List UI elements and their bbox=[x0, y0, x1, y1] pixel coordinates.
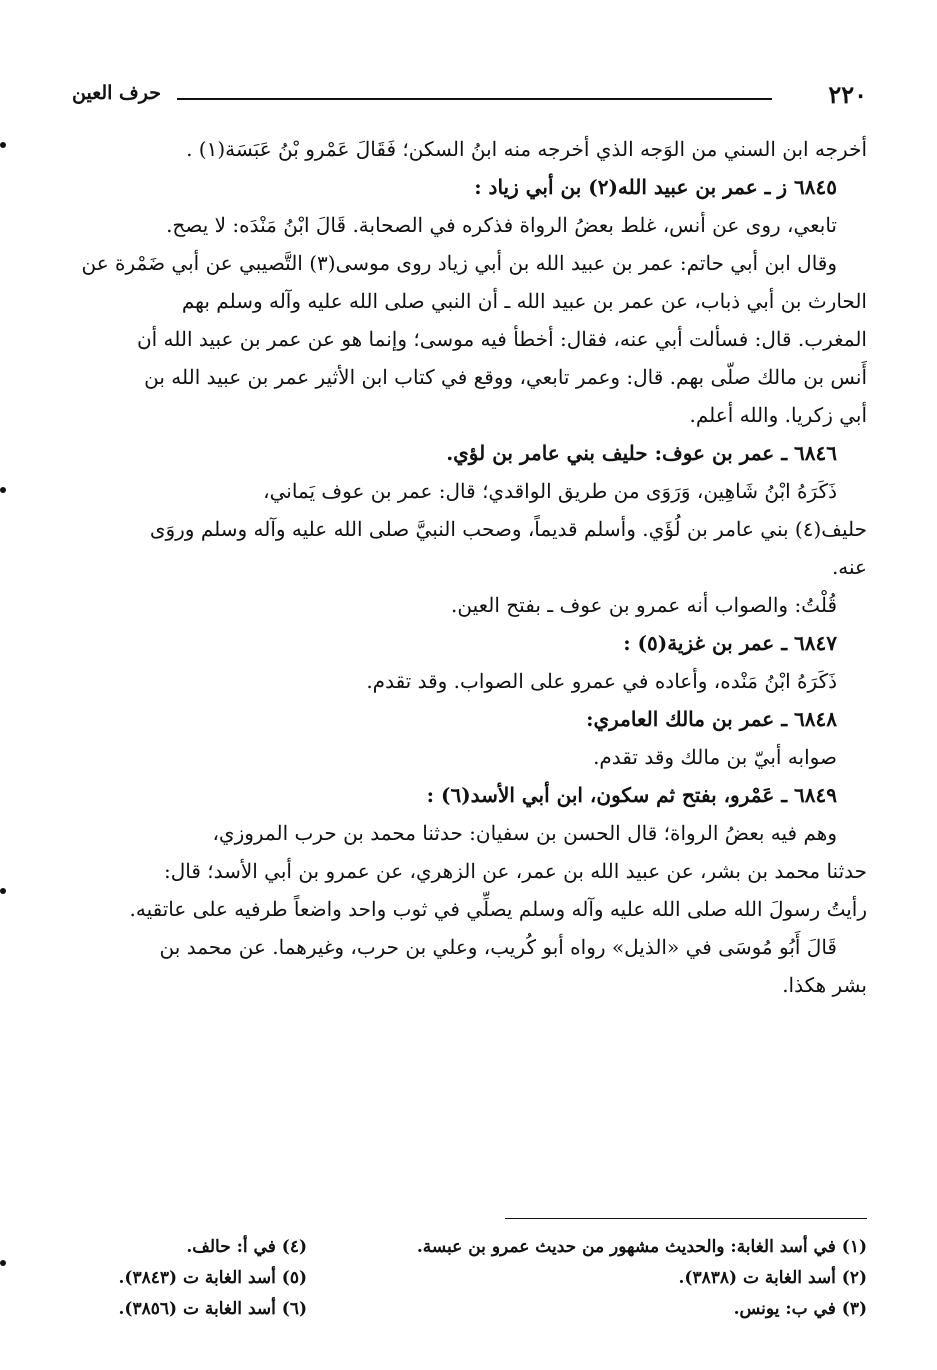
text-line: قُلْتُ: والصواب أنه عمرو بن عوف ـ بفتح العين. bbox=[450, 593, 837, 617]
footnote-separator bbox=[505, 1218, 867, 1219]
page-header bbox=[72, 80, 867, 116]
footnote: (١) في أسد الغابة: والحديث مشهور من حديث عمرو بن عبسة. bbox=[416, 1237, 867, 1257]
text-line: أبي زكريا. والله أعلم. bbox=[689, 403, 867, 427]
text-line: أخرجه ابن السني من الوَجه الذي أخرجه منه ابنُ السكن؛ فَقَالَ عَمْرو بْنُ عَبَسَة(١) . bbox=[186, 137, 867, 161]
text-line: عنه. bbox=[831, 555, 867, 579]
text-line: بشر هكذا. bbox=[782, 973, 867, 997]
entry-heading: ٦٨٤٦ ـ عمر بن عوف: حليف بني عامر بن لؤي. bbox=[446, 441, 837, 465]
text-line: حليف(٤) بني عامر بن لُؤَي. وأسلم قديماً، وصحب النبيَّ صلى الله عليه وآله وسلم وروَى bbox=[149, 517, 867, 541]
text-line: أَنس بن مالك صلّى بهم. قال: وعمر تابعي، ووقع في كتاب ابن الأثير عمر بن عبيد الله بن bbox=[144, 365, 867, 389]
running-title: حرف العين bbox=[72, 82, 161, 104]
footnotes-left-column bbox=[67, 1232, 307, 1325]
footnotes-right-column bbox=[397, 1232, 867, 1325]
page-number: ٢٢٠ bbox=[828, 80, 867, 109]
text-line: ذَكَرَهُ ابْنُ مَنْده، وأعاده في عمرو على الصواب. وقد تقدم. bbox=[366, 669, 837, 693]
entry-heading: ٦٨٤٥ ز ـ عمر بن عبيد الله(٢) بن أبي زياد : bbox=[474, 175, 837, 199]
footnote: (٥) أسد الغابة ت (٣٨٤٣). bbox=[118, 1268, 307, 1288]
footnote: (٤) في أ: حالف. bbox=[186, 1237, 307, 1257]
footnote: (٣) في ب: يونس. bbox=[733, 1299, 867, 1319]
margin-mark bbox=[0, 888, 6, 894]
main-text bbox=[76, 130, 867, 1004]
text-line: حدثنا محمد بن بشر، عن عبيد الله بن عمر، عن الزهري، عن عمرو بن أبي الأسد؛ قال: bbox=[163, 859, 867, 883]
text-line: وقال ابن أبي حاتم: عمر بن عبيد الله بن أبي زياد روى موسى(٣) التَّصيبي عن أبي ضَمْرة عن bbox=[81, 251, 837, 275]
margin-mark bbox=[0, 487, 6, 493]
text-line: الحارث بن أبي ذباب، عن عمر بن عبيد الله ـ أن النبي صلى الله عليه وآله وسلم بهم bbox=[181, 289, 867, 313]
text-line: تابعي، روى عن أنس، غلط بعضُ الرواة فذكره في الصحابة. قَالَ ابْنُ مَنْدَه: لا يصح. bbox=[166, 213, 837, 237]
margin-mark bbox=[0, 1260, 6, 1266]
text-line: صوابه أبيّ بن مالك وقد تقدم. bbox=[593, 745, 837, 769]
text-line: ذَكَرَهُ ابْنُ شَاهِين، وَرَوَى من طريق الواقدي؛ قال: عمر بن عوف يَماني، bbox=[263, 479, 837, 503]
footnotes bbox=[76, 1232, 867, 1342]
text-line: قَالَ أَبُو مُوسَى في «الذيل» رواه أبو كُريب، وعلي بن حرب، وغيرهما. عن محمد بن bbox=[159, 935, 837, 959]
footnote: (٢) أسد الغابة ت (٣٨٣٨). bbox=[678, 1268, 867, 1288]
entry-heading: ٦٨٤٩ ـ عَمْرو، بفتح ثم سكون، ابن أبي الأسد(٦) : bbox=[426, 783, 837, 807]
text-line: وهم فيه بعضُ الرواة؛ قال الحسن بن سفيان: حدثنا محمد بن حرب المروزي، bbox=[212, 821, 837, 845]
entry-heading: ٦٨٤٨ ـ عمر بن مالك العامري: bbox=[586, 707, 837, 731]
entry-heading: ٦٨٤٧ ـ عمر بن غزية(٥) : bbox=[623, 631, 837, 655]
text-line: رأيتُ رسولَ الله صلى الله عليه وآله وسلم يصلِّي في ثوب واحد واضعاً طرفيه على عاتقيه. bbox=[129, 897, 867, 921]
header-rule bbox=[177, 98, 772, 100]
footnote: (٦) أسد الغابة ت (٣٨٥٦). bbox=[118, 1299, 307, 1319]
text-line: المغرب. قال: فسألت أبي عنه، فقال: أخطأ فيه موسى؛ وإنما هو عن عمر بن عبيد الله أن bbox=[136, 327, 867, 351]
margin-mark bbox=[0, 142, 6, 148]
